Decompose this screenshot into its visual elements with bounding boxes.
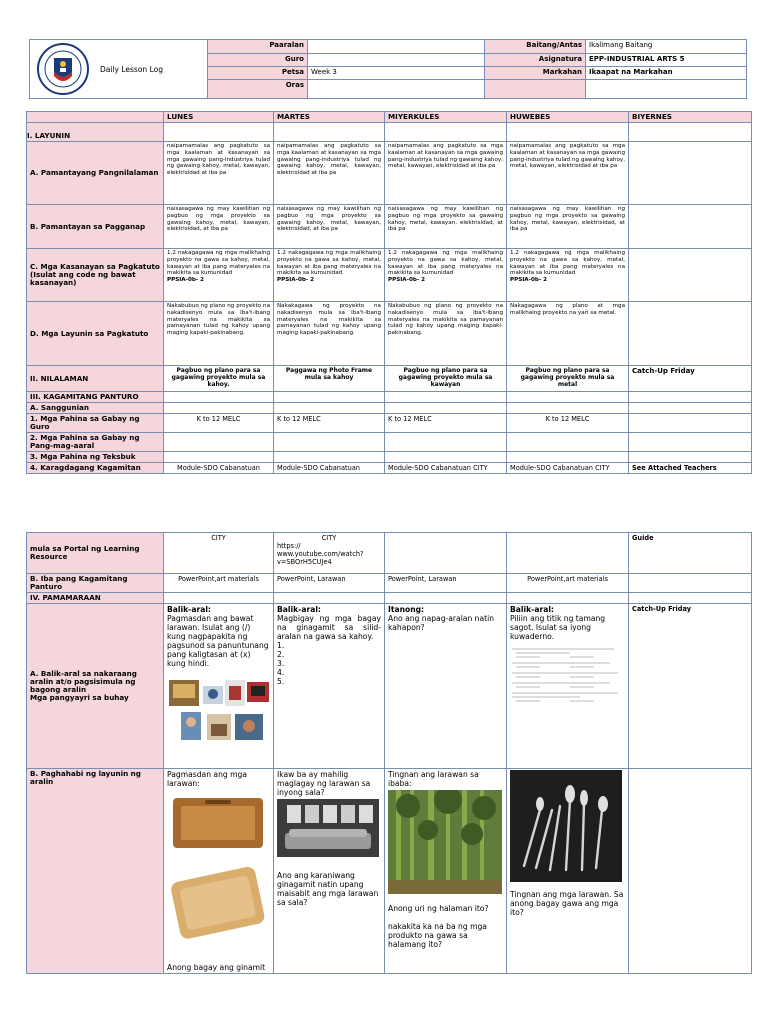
ref1-wed: K to 12 MELC xyxy=(385,414,507,433)
row-label-teksbuk: 3. Mga Pahina ng Teksbuk xyxy=(27,452,164,463)
cell-c-mon-code: PPSIA-0b- 2 xyxy=(167,277,205,284)
section-layunin: I. LAYUNIN xyxy=(27,123,164,142)
motive-tue-top: Ikaw ba ay mahilig maglagay ng larawan sa inyong sala? xyxy=(277,770,371,797)
label-subject: Asignatura xyxy=(485,53,586,66)
cell-b-fri xyxy=(629,205,752,249)
motive-thu-bottom: Tingnan ang mga larawan. Sa anong bagay gawa ang mga ito? xyxy=(510,890,624,917)
cutting-board-image xyxy=(167,864,267,942)
value-grade: Ikalimang Baitang xyxy=(586,40,747,54)
review-tue-item: 4. xyxy=(277,668,285,677)
cell-d-tue: Nakakagawa ng proyekto na nakadisenyo mula sa iba't-ibang materyales na makikita sa pamayanan tulad ng kahoy upang maging kapaki-pakinabang. xyxy=(274,302,385,366)
review-tue-item: 2. xyxy=(277,650,285,659)
row-label-portal: mula sa Portal ng Learning Resource xyxy=(27,533,164,574)
motive-wed-q2: nakakita ka na ba ng mga produkto na gawa sa halamang ito? xyxy=(388,922,487,949)
row-label-karagdagang: 4. Karagdagang Kagamitan xyxy=(27,463,164,474)
label-teacher: Guro xyxy=(208,53,308,66)
section-nilalaman: II. NILALAMAN xyxy=(27,366,164,392)
main-table-1 xyxy=(26,111,751,474)
motive-mon-bottom: Anong bagay ang ginamit xyxy=(167,963,266,972)
review-tue-head: Balik-aral: xyxy=(277,605,321,614)
deped-seal-icon xyxy=(32,42,94,96)
header-table xyxy=(29,39,747,99)
other-mon: PowerPoint,art materials xyxy=(164,574,274,593)
ref4-tue: Module-SDO Cabanatuan xyxy=(274,463,385,474)
day-thursday: HUWEBES xyxy=(507,112,629,123)
metal-cutlery-image xyxy=(510,770,622,882)
other-fri xyxy=(629,574,752,593)
empty-pink-cell xyxy=(485,79,586,98)
portal-wed xyxy=(385,533,507,574)
content-thu: Pagbuo ng plano para sa gagawing proyekto mula sa metal xyxy=(507,366,629,392)
cell-c-thu-text: 1.2 nakagagawa ng mga malikhaing proyekto na gawa sa kahoy, metal, kawayan at iba pang materyales na makikita sa kumunidad xyxy=(510,250,625,277)
main-table-2 xyxy=(26,532,751,974)
row-label-balik-aral: A. Balik-aral sa nakaraang aralin at/o pagsisimula ng bagong aralin Mga pangyayri sa buhay xyxy=(27,604,164,769)
portal-tue-city: CITY xyxy=(321,534,337,542)
row-label-pamantayang: A. Pamantayang Pangnilalaman xyxy=(27,142,164,205)
motive-wed xyxy=(385,769,507,974)
motive-mon-top: Pagmasdan ang mga larawan: xyxy=(167,770,247,788)
review-wed-head: Itanong: xyxy=(388,605,425,614)
cell-b-mon: naisasagawa ng may kawilihan ng pagbuo ng mga proyekto sa gawaing kahoy, metal, kawayan, elektrisidad, at iba pa xyxy=(164,205,274,249)
row-label-kasanayan: C. Mga Kasanayan sa Pagkatuto (Isulat ang code ng bawat kasanayan) xyxy=(27,249,164,302)
cell-b-tue: naisasagawa ng may kawilihan ng pagbuo ng mga proyekto sa gawaing kahoy, metal, kawayan, elektrisidad, at iba pa xyxy=(274,205,385,249)
cell-a-tue: naipamamalas ang pagkatuto sa mga kaalaman at kasanayan sa mga gawaing pang-industriya tulad ng gawaing kahoy, metal, kawayan, elektrisidad at iba pa xyxy=(274,142,385,205)
ref1-thu: K to 12 MELC xyxy=(507,414,629,433)
other-tue: PowerPoint, Larawan xyxy=(274,574,385,593)
day-friday: BIYERNES xyxy=(629,112,752,123)
row-label-layunin-pagkatuto: D. Mga Layunin sa Pagkatuto xyxy=(27,302,164,366)
label-time: Oras xyxy=(208,79,308,98)
cell-d-fri xyxy=(629,302,752,366)
portal-mon: CITY xyxy=(164,533,274,574)
cell-c-mon-text: 1.2 nakagagawa ng mga malikhaing proyekto na gawa sa kahoy, metal, kawayan at iba pang materyales na makikita sa kumunidad xyxy=(167,250,270,277)
cell-b-thu: naisasagawa ng may kawilihan ng pagbuo ng mga proyekto sa gawaing kahoy, metal, kawayan, elektrisidad, at iba pa xyxy=(507,205,629,249)
safety-photos-image xyxy=(167,674,271,744)
portal-tue xyxy=(274,533,385,574)
other-wed: PowerPoint, Larawan xyxy=(385,574,507,593)
value-date: Week 3 xyxy=(308,66,485,79)
row-label-paghahabi: B. Paghahabi ng layunin ng aralin xyxy=(27,769,164,974)
ref1-mon: K to 12 MELC xyxy=(164,414,274,433)
content-wed: Pagbuo ng plano para sa gagawing proyekto mula sa kawayan xyxy=(385,366,507,392)
section-kagamitan: III. KAGAMITANG PANTURO xyxy=(27,392,164,403)
other-thu: PowerPoint,art materials xyxy=(507,574,629,593)
review-thu-text: Piliin ang titik ng tamang sagot. Isulat sa iyong kuwaderno. xyxy=(510,614,606,641)
motive-fri xyxy=(629,769,752,974)
review-tue-text: Magbigay ng mga bagay na ginagamit sa silid-aralan na gawa sa kahoy. xyxy=(277,614,381,641)
cell-c-wed xyxy=(385,249,507,302)
motive-wed-q1: Anong uri ng halaman ito? xyxy=(388,904,489,913)
ref4-fri: See Attached Teachers xyxy=(629,463,752,474)
ref1-tue: K to 12 MELC xyxy=(274,414,385,433)
review-wed xyxy=(385,604,507,769)
row-label-iba-pang: B. Iba pang Kagamitang Panturo xyxy=(27,574,164,593)
motive-mon xyxy=(164,769,274,974)
row-label-pagganap: B. Pamantayan sa Pagganap xyxy=(27,205,164,249)
cell-d-thu: Nakagagawa ng plano at mga malikhaing proyekto na yari sa metal. xyxy=(507,302,629,366)
review-wed-text: Ano ang napag-aralan natin kahapon? xyxy=(388,614,495,632)
label-grade: Baitang/Antas xyxy=(485,40,586,54)
quiz-items-image xyxy=(510,645,622,707)
header-logo-cell xyxy=(30,40,208,99)
review-fri: Catch-Up Friday xyxy=(629,604,752,769)
wooden-tray-image xyxy=(167,790,267,856)
review-thu-head: Balik-aral: xyxy=(510,605,554,614)
empty-cell xyxy=(586,79,747,98)
row-label-gabay-mag-aaral: 2. Mga Pahina sa Gabay ng Pang-mag-aaral xyxy=(27,433,164,452)
cell-c-thu-code: PPSIA-0b- 2 xyxy=(510,277,548,284)
value-time xyxy=(308,79,485,98)
sub-sanggunian: A. Sanggunian xyxy=(27,403,164,414)
row-label-gabay-guro: 1. Mga Pahina sa Gabay ng Guro xyxy=(27,414,164,433)
review-mon-head: Balik-aral: xyxy=(167,605,211,614)
ref1-fri xyxy=(629,414,752,433)
ref4-mon: Module-SDO Cabanatuan xyxy=(164,463,274,474)
cell-c-fri xyxy=(629,249,752,302)
cell-b-wed: naisasagawa ng may kawilihan ng pagbuo ng mga proyekto sa gawaing kahoy, metal, kawayan, elektrisidad, at iba pa xyxy=(385,205,507,249)
value-subject: EPP-INDUSTRIAL ARTS 5 xyxy=(586,53,747,66)
motive-thu xyxy=(507,769,629,974)
review-mon xyxy=(164,604,274,769)
motive-tue-bottom: Ano ang karaniwang ginagamit natin upang maisabit ang mga larawan sa sala? xyxy=(277,871,379,907)
living-room-frames-image xyxy=(277,799,379,857)
cell-a-mon: naipamamalas ang pagkatuto sa mga kaalaman at kasanayan sa mga gawaing pang-industriya tulad ng gawaing kahoy, metal, kawayan, elektrisidad at iba pa xyxy=(164,142,274,205)
cell-d-wed: Nakabubuo ng plano ng proyekto na nakadisenyo mula sa iba't-ibang materyales na makikita sa pamayanan tulad ng kahoy upang maging kapaki-pakinabang. xyxy=(385,302,507,366)
bamboo-image xyxy=(388,790,502,894)
portal-fri-guide: Guide xyxy=(629,533,752,574)
header-block xyxy=(29,39,746,96)
cell-d-mon: Nakabubuo ng plano ng proyekto na nakadisenyo mula sa iba't-ibang materyales na makikita sa pamayanan tulad ng kahoy upang maging kapaki-pakinabang. xyxy=(164,302,274,366)
cell-a-wed: naipamamalas ang pagkatuto sa mga kaalaman at kasanayan sa mga gawaing pang-industriya tulad ng gawaing kahoy, metal, kawayan, elektrisidad at iba pa xyxy=(385,142,507,205)
review-tue xyxy=(274,604,385,769)
content-mon: Pagbuo ng plano para sa gagawing proyekto mula sa kahoy. xyxy=(164,366,274,392)
cell-c-wed-text: 1.2 nakagagawa ng mga malikhaing proyekto na gawa sa kahoy, metal, kawayan at iba pang materyales na makikita sa kumunidad xyxy=(388,250,503,277)
section-pamamaraan: IV. PAMAMARAAN xyxy=(27,593,164,604)
youtube-link[interactable]: https:// www.youtube.com/watch? v=SBOrH5CUJe4 xyxy=(277,542,364,566)
cell-c-tue-code: PPSIA-0b- 2 xyxy=(277,277,315,284)
cell-a-fri xyxy=(629,142,752,205)
content-fri: Catch-Up Friday xyxy=(629,366,752,392)
review-tue-item: 1. xyxy=(277,641,285,650)
cell-a-thu: naipamamalas ang pagkatuto sa mga kaalaman at kasanayan sa mga gawaing pang-industriya tulad ng gawaing kahoy, metal, kawayan, elektrisidad at iba pa xyxy=(507,142,629,205)
label-date: Petsa xyxy=(208,66,308,79)
day-wednesday: MIYERKULES xyxy=(385,112,507,123)
portal-thu xyxy=(507,533,629,574)
content-tue: Paggawa ng Photo Frame mula sa kahoy xyxy=(274,366,385,392)
cell-c-tue-text: 1.2 nakagagawa ng mga malikhaing proyekto na gawa sa kahoy, metal, kawayan at iba pang materyales na makikita sa kumunidad xyxy=(277,250,381,277)
ref4-wed: Module-SDO Cabanatuan CITY xyxy=(385,463,507,474)
value-quarter: Ikaapat na Markahan xyxy=(586,66,747,79)
cell-c-mon xyxy=(164,249,274,302)
label-quarter: Markahan xyxy=(485,66,586,79)
corner-cell xyxy=(27,112,164,123)
review-tue-item: 5. xyxy=(277,677,285,686)
motive-wed-top: Tingnan ang larawan sa ibaba: xyxy=(388,770,479,788)
cell-c-wed-code: PPSIA-0b- 2 xyxy=(388,277,426,284)
day-tuesday: MARTES xyxy=(274,112,385,123)
motive-tue xyxy=(274,769,385,974)
day-monday: LUNES xyxy=(164,112,274,123)
dll-title: Daily Lesson Log xyxy=(100,64,163,74)
value-school xyxy=(308,40,485,54)
review-tue-item: 3. xyxy=(277,659,285,668)
review-mon-text: Pagmasdan ang bawat larawan. Isulat ang (/) kung nagpapakita ng pagsunod sa panuntunang pang kaligtasan at (x) kung hindi. xyxy=(167,614,269,668)
cell-c-thu xyxy=(507,249,629,302)
review-thu xyxy=(507,604,629,769)
cell-c-tue xyxy=(274,249,385,302)
label-school: Paaralan xyxy=(208,40,308,54)
ref4-thu: Module-SDO Cabanatuan CITY xyxy=(507,463,629,474)
value-teacher xyxy=(308,53,485,66)
